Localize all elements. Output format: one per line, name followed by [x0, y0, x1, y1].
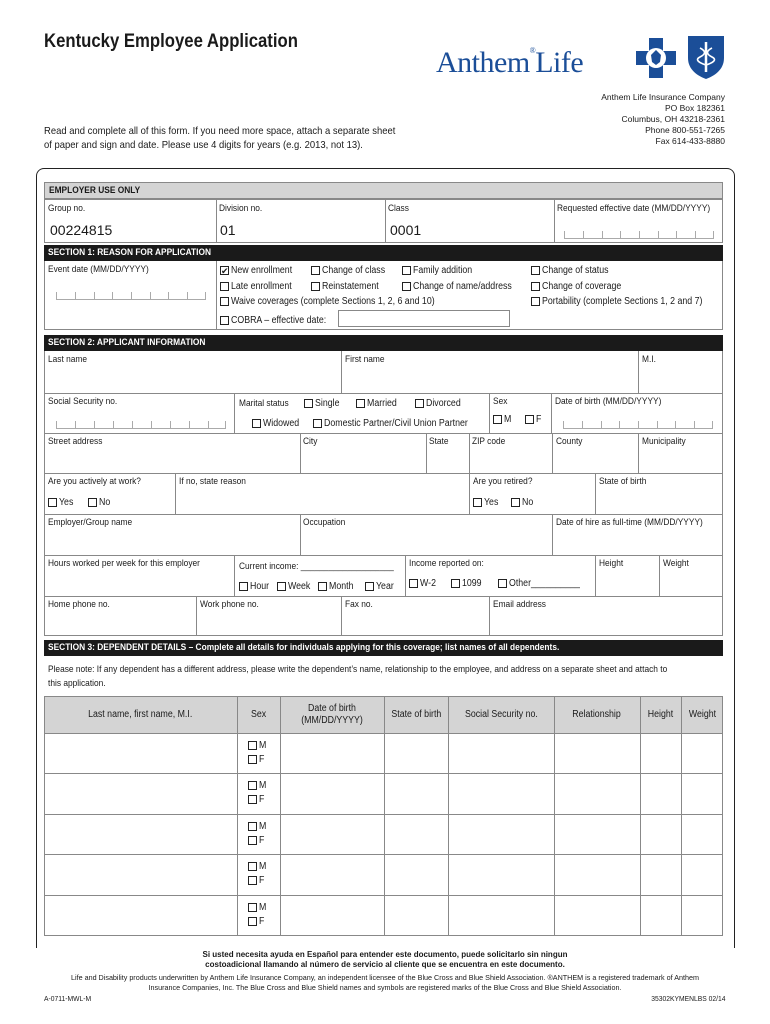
col-weight: Weight: [688, 709, 716, 720]
retired-no-checkbox[interactable]: No: [511, 497, 535, 508]
widowed-checkbox[interactable]: Widowed: [252, 418, 304, 429]
new-enrollment-checkbox[interactable]: ✔ New enrollment: [221, 265, 293, 276]
state-label: State: [429, 436, 449, 447]
change-coverage-checkbox[interactable]: Change of coverage: [531, 281, 632, 292]
county-label: County: [556, 436, 583, 447]
state-reason-label: If no, state reason: [179, 476, 246, 487]
single-checkbox[interactable]: Single: [304, 398, 343, 409]
dependent-5-sex-f[interactable]: F: [248, 916, 265, 927]
dependent-4-sex-m[interactable]: M: [248, 861, 267, 872]
change-name-address-checkbox[interactable]: Change of name/address: [402, 281, 525, 292]
dependent-4-sex-f[interactable]: F: [248, 875, 265, 886]
w2-checkbox[interactable]: W-2: [409, 578, 438, 589]
section2-heading: SECTION 2: APPLICANT INFORMATION: [44, 335, 723, 351]
effective-date-label: Requested effective date (MM/DD/YYYY): [557, 203, 711, 214]
col-dob: Date of birth (MM/DD/YYYY): [301, 703, 363, 726]
at-work-no-checkbox[interactable]: No: [88, 497, 112, 508]
at-work-yes-checkbox[interactable]: Yes: [48, 497, 75, 508]
group-number[interactable]: 00224815: [50, 222, 113, 238]
waive-coverages-checkbox[interactable]: Waive coverages (complete Sections 1, 2, 6 and 10): [220, 296, 462, 307]
retired-label: Are you retired?: [473, 476, 533, 487]
cobra-date-field[interactable]: [338, 310, 510, 327]
col-height: Height: [647, 709, 674, 720]
sex-label: Sex: [493, 396, 508, 407]
city-label: City: [303, 436, 318, 447]
email-label: Email address: [493, 599, 546, 610]
group-label: Group no.: [48, 203, 86, 214]
col-state-of-birth: State of birth: [391, 709, 441, 720]
late-enrollment-checkbox[interactable]: Late enrollment: [220, 281, 300, 292]
retired-yes-checkbox[interactable]: Yes: [473, 497, 500, 508]
dob-label: Date of birth (MM/DD/YYYY): [555, 396, 662, 407]
reinstatement-checkbox[interactable]: Reinstatement: [311, 281, 386, 292]
col-relationship: Relationship: [572, 709, 622, 720]
section3-note: Please note: If any dependent has a different address, please write the dependent’s name, relationship to the employee, and address on a separate sheet and attach to this application.: [48, 664, 668, 689]
portability-checkbox[interactable]: Portability (complete Sections 1, 2 and 7): [531, 296, 724, 307]
first-name-label: First name: [345, 354, 385, 365]
domestic-partner-checkbox[interactable]: Domestic Partner/Civil Union Partner: [313, 418, 487, 429]
blue-shield-icon: [684, 32, 728, 80]
state-of-birth-label: State of birth: [599, 476, 647, 487]
class-label: Class: [388, 203, 409, 214]
height-label: Height: [599, 558, 624, 569]
division-label: Division no.: [219, 203, 263, 214]
document-code: 35302KYMENLBS 02/14: [651, 994, 726, 1003]
dependent-2-sex-m[interactable]: M: [248, 780, 267, 791]
mi-label: M.I.: [642, 354, 656, 365]
legal-notice: Life and Disability products underwritten by Anthem Life Insurance Company, an independent licensee of the Blue Cross and Blue Shield Association. ®ANTHEM is a registered trademark of Anthem Insurance Companies, Inc. The Blue Cross and Blue Shield names and symbols are registered marks of the Blue Cross and Blue Shield Association.: [70, 973, 699, 992]
hours-label: Hours worked per week for this employer: [48, 558, 200, 569]
employer-name-label: Employer/Group name: [48, 517, 133, 528]
hire-date-label: Date of hire as full-time (MM/DD/YYYY): [556, 517, 703, 528]
1099-checkbox[interactable]: 1099: [451, 578, 484, 589]
street-label: Street address: [48, 436, 103, 447]
marital-status-label: Marital status: [239, 398, 289, 409]
dependent-3-sex-f[interactable]: F: [248, 835, 265, 846]
anthem-life-logo: Anthem®Life: [436, 46, 584, 79]
income-reported-label: Income reported on:: [409, 558, 484, 569]
other-income-checkbox[interactable]: Other__________: [498, 578, 590, 589]
income-hour-checkbox[interactable]: Hour: [239, 581, 272, 592]
current-income-label: Current income: ____________________: [239, 561, 394, 572]
ssn-label: Social Security no.: [48, 396, 118, 407]
event-date-label: Event date (MM/DD/YYYY): [48, 264, 149, 275]
dependent-1-sex-f[interactable]: F: [248, 754, 265, 765]
home-phone-label: Home phone no.: [48, 599, 110, 610]
work-phone-label: Work phone no.: [200, 599, 259, 610]
occupation-label: Occupation: [303, 517, 346, 528]
change-status-checkbox[interactable]: Change of status: [531, 265, 618, 276]
col-ssn: Social Security no.: [464, 709, 538, 720]
page-title: Kentucky Employee Application: [44, 31, 298, 52]
fax-label: Fax no.: [345, 599, 373, 610]
employer-use-heading: EMPLOYER USE ONLY: [44, 182, 723, 199]
ssn-field[interactable]: [56, 419, 226, 429]
dependent-3-sex-m[interactable]: M: [248, 821, 267, 832]
instructions: Read and complete all of this form. If you need more space, attach a separate sheet of paper and sign and date. Please use 4 digits for years (e.g. 2013, not 13).: [44, 125, 396, 151]
division-number[interactable]: 01: [220, 222, 236, 238]
family-addition-checkbox[interactable]: Family addition: [402, 265, 480, 276]
blue-cross-icon: [634, 36, 678, 80]
effective-date-field[interactable]: [564, 229, 714, 239]
income-year-checkbox[interactable]: Year: [365, 581, 396, 592]
at-work-label: Are you actively at work?: [48, 476, 141, 487]
change-class-checkbox[interactable]: Change of class: [311, 265, 394, 276]
event-date-field[interactable]: [56, 290, 206, 300]
col-name: Last name, first name, M.I.: [88, 709, 193, 720]
sex-f-checkbox[interactable]: F: [525, 414, 542, 425]
dependent-2-sex-f[interactable]: F: [248, 794, 265, 805]
spanish-notice: Si usted necesita ayuda en Español para entender este documento, puede solicitarlo sin ningun costoadicional llamando al número de servicio al cliente que se encuentra en este documento.: [202, 950, 568, 969]
class-number[interactable]: 0001: [390, 222, 422, 238]
dependent-5-sex-m[interactable]: M: [248, 902, 267, 913]
dependent-1-sex-m[interactable]: M: [248, 740, 267, 751]
section3-heading: SECTION 3: DEPENDENT DETAILS – Complete all details for individuals applying for this coverage; list names of all dependents.: [44, 640, 723, 656]
sex-m-checkbox[interactable]: M: [493, 414, 512, 425]
form-code: A-0711-MWL-M: [44, 994, 92, 1003]
last-name-label: Last name: [48, 354, 88, 365]
divorced-checkbox[interactable]: Divorced: [415, 398, 465, 409]
zip-label: ZIP code: [472, 436, 506, 447]
income-week-checkbox[interactable]: Week: [277, 581, 313, 592]
married-checkbox[interactable]: Married: [356, 398, 401, 409]
weight-label: Weight: [663, 558, 689, 569]
cobra-checkbox[interactable]: COBRA – effective date:: [220, 315, 339, 326]
dob-field[interactable]: [563, 419, 713, 429]
section1-heading: SECTION 1: REASON FOR APPLICATION: [44, 245, 723, 261]
income-month-checkbox[interactable]: Month: [318, 581, 357, 592]
company-address: Anthem Life Insurance Company PO Box 182361 Columbus, OH 43218-2361 Phone 800-551-7265 Fax 614-433-8880: [601, 92, 725, 146]
col-sex: Sex: [250, 709, 267, 720]
checkmark-icon: ✔: [221, 266, 229, 276]
municipality-label: Municipality: [642, 436, 686, 447]
